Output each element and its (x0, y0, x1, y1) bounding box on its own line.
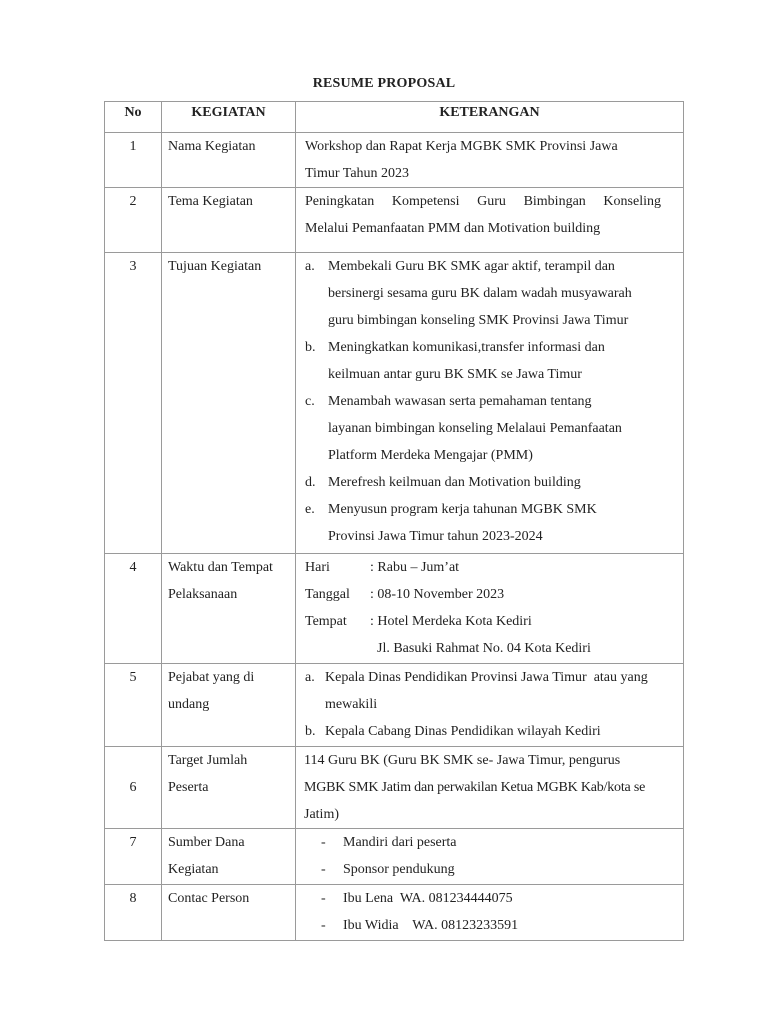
table-row (105, 188, 684, 253)
header-keterangan: KETERANGAN (296, 102, 684, 133)
pejabat-list (305, 664, 683, 745)
tujuan-list (305, 253, 683, 550)
contact-list (305, 885, 683, 939)
keterangan-cell (296, 664, 684, 747)
row-number: 3 (105, 253, 162, 554)
row-number: 7 (105, 829, 162, 885)
kegiatan-cell: Nama Kegiatan (162, 133, 296, 188)
list-item: e. Menyusun program kerja tahunan MGBK SMK Provinsi Jawa Timur tahun 2023-2024 (305, 502, 597, 544)
detail-alamat: Jl. Basuki Rahmat No. 04 Kota Kediri (370, 641, 591, 656)
kegiatan-cell: Pejabat yang di undang (162, 664, 296, 747)
keterangan-cell (296, 885, 684, 941)
keterangan-cell: 114 Guru BK (Guru BK SMK se- Jawa Timur, pengurus MGBK SMK Jatim dan perwakilan Ketua MGBK Kab/kota se Jatim) (296, 747, 684, 829)
row-number: 6 (105, 747, 162, 829)
list-item: - Mandiri dari peserta (321, 835, 457, 850)
document-title: RESUME PROPOSAL (312, 76, 456, 91)
kegiatan-cell: Waktu dan Tempat Pelaksanaan (162, 554, 296, 664)
sumber-dana-list (305, 829, 683, 883)
keterangan-cell (296, 829, 684, 885)
kegiatan-cell: Contac Person (162, 885, 296, 941)
detail-hari: Hari : Rabu – Jum’at (305, 560, 460, 575)
list-item: d. Merefresh keilmuan dan Motivation building (305, 475, 581, 490)
list-item: - Sponsor pendukung (321, 862, 455, 877)
table-row (105, 554, 684, 664)
row-number: 2 (105, 188, 162, 253)
kegiatan-cell: Tema Kegiatan (162, 188, 296, 253)
row-number: 1 (105, 133, 162, 188)
list-item: b. Kepala Cabang Dinas Pendidikan wilayah Kediri (305, 724, 601, 739)
detail-tempat: Tempat : Hotel Merdeka Kota Kediri (305, 614, 532, 629)
keterangan-cell: Workshop dan Rapat Kerja MGBK SMK Provinsi Jawa Timur Tahun 2023 (296, 133, 684, 188)
table-row (105, 885, 684, 941)
keterangan-cell (296, 554, 684, 664)
keterangan-cell: Peningkatan Kompetensi Guru Bimbingan Konseling Melalui Pemanfaatan PMM dan Motivation building (296, 188, 684, 253)
keterangan-cell (296, 253, 684, 554)
detail-tanggal: Tanggal : 08-10 November 2023 (305, 587, 505, 602)
table-row (105, 253, 684, 554)
row-number: 8 (105, 885, 162, 941)
header-kegiatan: KEGIATAN (162, 102, 296, 133)
list-item: - Ibu Lena WA. 081234444075 (321, 891, 513, 906)
kegiatan-cell: Tujuan Kegiatan (162, 253, 296, 554)
table-row (105, 829, 684, 885)
table-header-row (105, 102, 684, 133)
kegiatan-cell: Sumber Dana Kegiatan (162, 829, 296, 885)
list-item: a. Membekali Guru BK SMK agar aktif, terampil dan bersinergi sesama guru BK dalam wadah musyawarah guru bimbingan konseling SMK Provinsi Jawa Timur (305, 259, 632, 328)
row-number: 5 (105, 664, 162, 747)
resume-table (104, 101, 684, 941)
list-item: a. Kepala Dinas Pendidikan Provinsi Jawa Timur atau yang mewakili (305, 670, 648, 712)
header-no: No (105, 102, 162, 133)
list-item: c. Menambah wawasan serta pemahaman tentang layanan bimbingan konseling Melalaui Pemanfaatan Platform Merdeka Mengajar (PMM) (305, 394, 622, 463)
kegiatan-cell: Target Jumlah Peserta (162, 747, 296, 829)
table-row (105, 664, 684, 747)
row-number: 4 (105, 554, 162, 664)
list-item: - Ibu Widia WA. 08123233591 (321, 918, 519, 933)
table-row (105, 747, 684, 829)
list-item: b. Meningkatkan komunikasi,transfer informasi dan keilmuan antar guru BK SMK se Jawa Timur (305, 340, 605, 382)
table-row (105, 133, 684, 188)
